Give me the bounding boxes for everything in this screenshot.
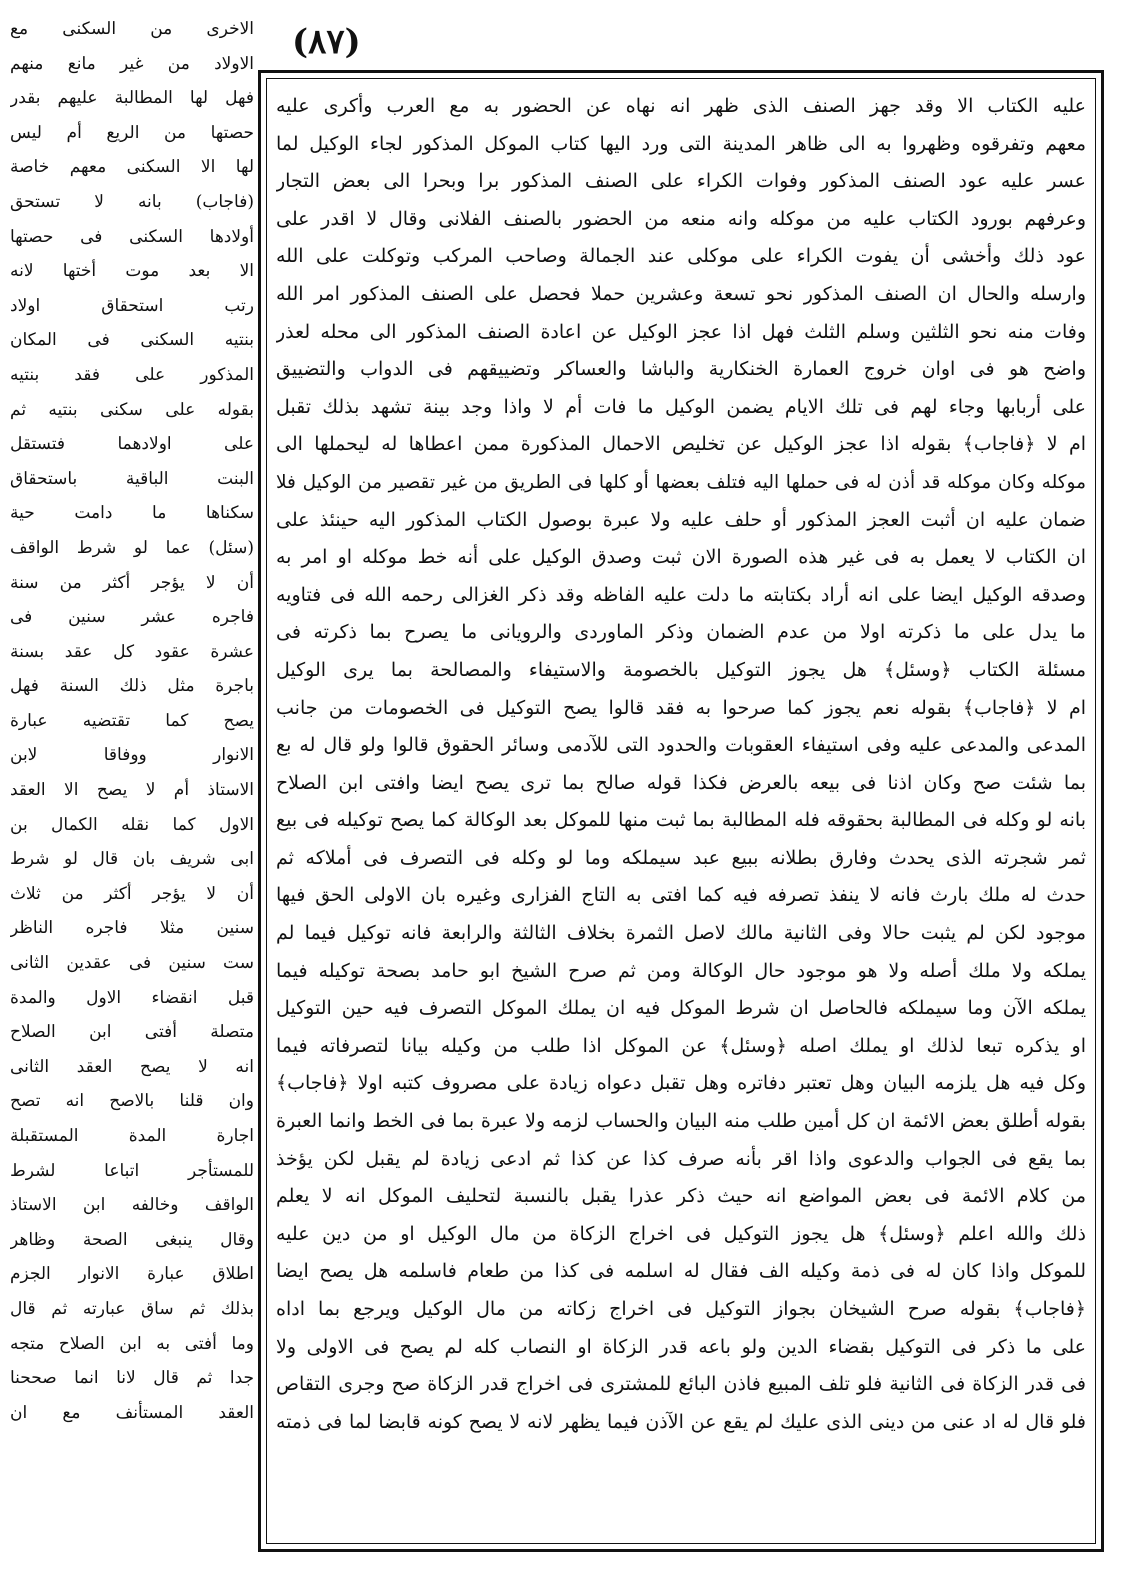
main-text-line: ان الكتاب لا يعمل به فى غير هذه الصورة الان ثبت وصدق الوكيل على أنه خط موكله او امر به (276, 546, 1086, 569)
main-text-line: واضح هو فى اوان خروج العمارة الخنكارية والباشا والعساكر وتضييقهم فى الدواب والتضييق (276, 358, 1086, 381)
main-text-line: فى قدر الزكاة فى الثانية فلو تلف المبيع فاذن البائع للمشترى فى اخراج قدر الزكاة صح وجرى التقاص (276, 1373, 1086, 1396)
margin-text-line: للمستأجر اتباعا لشرط (10, 1160, 254, 1181)
margin-text-line: الواقف وخالفه ابن الاستاذ (10, 1195, 254, 1216)
main-text-block (276, 88, 1086, 1538)
margin-text-line: البنت الباقية باستحقاق (10, 468, 254, 489)
main-text-line: فلو قال له اد عنى من دينى الذى عليك لم يقع عن الآذن فيما يظهر لانه لا يصح كونه قابضا لما فى ذمته (276, 1410, 1086, 1433)
main-text-line: يملكه الآن وما سيملكه فالحاصل ان شرط الموكل فيه ان يملك الموكل التصرف فيه حين التوكيل (276, 997, 1086, 1020)
main-text-line: ما يدل على ما ذكرته اولا من عدم الضمان وذكر الماوردى والرويانى ما يصرح بما ذكرته فى (276, 621, 1086, 644)
margin-text-line: الاستاذ أم لا يصح الا العقد (10, 780, 254, 801)
main-text-line: من كلام الائمة فى بعض المواضع انه حيث ذكر عذرا يقبل بالنسبة لتحليف الموكل انه لا يعلم (276, 1185, 1086, 1208)
main-text-line: عسر عليه عود الصنف المذكور وفوات الكراء على الصنف المذكور برا وبحرا الى بعض التجار (276, 170, 1086, 193)
margin-text-line: عشرة عقود كل عقد بسنة (10, 641, 254, 662)
margin-text-line: الانوار ووفاقا لابن (10, 745, 254, 766)
main-text-line: وصدقه الوكيل ايضا على انه أراد بكتابته ما دلت عليه الفاظه وقد ذكر الغزالى رحمه الله فى فتاويه (276, 583, 1086, 606)
margin-text-line: سنين مثلا فاجره الناظر (10, 918, 254, 939)
main-text-line: ثمر شجرته الذى يحدث وفارق بطلانه ببيع عبد سيملكه وما لو وكله فى التصرف فى أملاكه ثم (276, 846, 1086, 869)
main-text-line: بما يقع فى الجواب والدعوى واذا اقر بأنه صرف كذا عن كذا ثم ادعى زيادة لم يقبل لكن يؤخذ (276, 1147, 1086, 1170)
main-text-line: بانه لو وكله فى المطالبة بحقوقه فله المطالبة بما ثبت منها للموكل بعد الوكالة كما يصح توكيله فى بيع (276, 809, 1086, 832)
main-text-line: يملكه ولا ملك أصله ولا هو موجود حال الوكالة ومن ثم صرح الشيخ ابو حامد بصحة توكيله فيما (276, 959, 1086, 982)
main-text-line: للموكل واذا كان له فى ذمة وكيله الف فقال له اسلمه فى كذا من طعام فاسلمه هل يصح ايضا (276, 1260, 1086, 1283)
main-text-line: موكله وكان موكله قد أذن له فى حملها اليه فتلف بعضها أو كلها فى الطريق من غير تقصير من الوكيل فلا (276, 471, 1086, 493)
main-text-line: او يذكره تبعا لذلك او يملك اصله ﴿وسئل﴾ عن الموكل اذا طلب من وكيله بيانا لتصرفاته فيما (276, 1034, 1086, 1057)
main-text-line: ضمان عليه ان أثبت العجز المذكور أو حلف عليه ولا عبرة بوصول الكتاب المذكور اليه حينئذ على (276, 508, 1086, 531)
margin-text-line: أن لا يؤجر أكثر من سنة (10, 572, 254, 593)
margin-text-block (10, 12, 254, 1567)
main-text-line: على ما ذكر فى التوكيل بقضاء الدين ولو باعه قدر الزكاة او النصاب كله لم يصح فى الاولى ولا (276, 1335, 1086, 1358)
margin-text-line: اطلاق عبارة الانوار الجزم (10, 1264, 254, 1285)
main-text-line: بما شئت صح وكان اذنا فى بيعه بالعرض فكذا قوله صالح بما ترى يصح ايضا وافتى ابن الصلاح (276, 771, 1086, 794)
main-text-line: موجود لكن لم يثبت حالا وفى الثانية مالك لاصل الثمرة بخلاف الثالثة والرابعة فانه توكيل فيما لم (276, 922, 1086, 945)
margin-text-line: الاخرى من السكنى مع (10, 19, 254, 39)
margin-text-line: ست سنين فى عقدين الثانى (10, 953, 254, 974)
main-text-line: على أربابها وجاء لهم فى تلك الايام يضمن الوكيل ما فات أم لا واذا وجد بينة تشهد بذلك تقبل (276, 395, 1086, 418)
margin-text-line: لها الا السكنى معهم خاصة (10, 157, 254, 178)
main-text-line: المدعى والمدعى عليه وفى استيفاء العقوبات والحدود التى للآدمى وسائر الحقوق قالوا ولو قال له بع (276, 734, 1086, 757)
margin-text-line: متصلة أفتى ابن الصلاح (10, 1022, 254, 1043)
margin-text-line: الا بعد موت أختها لانه (10, 261, 254, 282)
margin-text-line: اجارة المدة المستقبلة (10, 1126, 254, 1146)
main-text-line: معهم وتفرقوه وظهروا به الى ظاهر المدينة التى ورد اليها كتاب الموكل المذكور لجاء الوكيل لما (276, 132, 1086, 155)
margin-text-line: ابى شريف بان قال لو شرط (10, 849, 254, 870)
margin-text-line: فهل لها المطالبة عليهم بقدر (10, 88, 254, 109)
margin-text-line: فاجره عشر سنين فى (10, 607, 254, 628)
margin-text-line: حصتها من الريع أم ليس (10, 122, 254, 143)
margin-text-line: رتب استحقاق اولاد (10, 295, 254, 316)
main-text-line: مسئلة الكتاب ﴿وسئل﴾ هل يجوز التوكيل بالخصومة والاستيفاء والمصالحة بما يرى الوكيل (276, 658, 1086, 681)
margin-text-line: يصح كما تقتضيه عبارة (10, 710, 254, 731)
main-text-line: بقوله أطلق بعض الائمة ان كل أمين طلب منه البيان والحساب لزمه ولا عبرة بما فى الخط وانما العبرة (276, 1110, 1086, 1133)
main-text-line: ﴿فاجاب﴾ بقوله صرح الشيخان بجواز التوكيل فى اخراج زكاته من مال الوكيل ويرجع بما اداه (276, 1298, 1086, 1320)
margin-text-line: بنتيه السكنى فى المكان (10, 330, 254, 351)
margin-text-line: وما أفتى به ابن الصلاح متجه (10, 1333, 254, 1354)
margin-text-line: بذلك ثم ساق عبارته ثم قال (10, 1298, 254, 1319)
main-text-line: وارسله والحال ان الصنف المذكور نحو تسعة وعشرين حملا فحصل على الصنف المذكور امر الله (276, 282, 1086, 305)
margin-text-line: (سئل) عما لو شرط الواقف (10, 537, 254, 558)
margin-text-line: جدا ثم قال لانا انما صححنا (10, 1368, 254, 1389)
margin-text-line: أولادها السكنى فى حصتها (10, 226, 254, 247)
margin-text-line: الاولاد من غير مانع منهم (10, 53, 254, 74)
main-text-line: ام لا ﴿فاجاب﴾ بقوله اذا عجز الوكيل عن تخليص الاحمال المذكورة ممن اعطاها له ليحملها الى (276, 433, 1086, 456)
page-number: (٨٧) (292, 22, 361, 62)
margin-text-line: المذكور على فقد بنتيه (10, 364, 254, 385)
main-text-line: وعرفهم بورود الكتاب عليه من موكله وانه منعه من الحضور بالصنف الفلانى وقال لا اقدر على (276, 207, 1086, 230)
margin-text-line: على اولادهما فتستقل (10, 434, 254, 455)
main-text-line: عليه الكتاب الا وقد جهز الصنف الذى ظهر انه نهاه عن الحضور به مع العرب وأكرى عليه (276, 95, 1086, 117)
margin-text-line: أن لا يؤجر أكثر من ثلاث (10, 883, 254, 904)
main-text-line: حدث له ملك بارث فانه لا ينفذ تصرفه فيه كما افتى به التاج الفزارى وغيره بان الاولى الحق فيها (276, 884, 1086, 907)
main-text-line: عود ذلك وأخشى أن يفوت الكراء على موكلى عند الجمالة وصاحب المركب وتوكلت على الله (276, 245, 1086, 268)
margin-text-line: باجرة مثل ذلك السنة فهل (10, 676, 254, 697)
margin-text-line: العقد المستأنف مع ان (10, 1402, 254, 1423)
margin-text-line: سكناها ما دامت حية (10, 503, 254, 524)
margin-text-line: انه لا يصح العقد الثانى (10, 1056, 254, 1077)
main-text-line: ذلك والله اعلم ﴿وسئل﴾ هل يجوز التوكيل فى اخراج الزكاة من مال الوكيل او من دين عليه (276, 1222, 1086, 1245)
margin-text-line: (فاجاب) بانه لا تستحق (10, 191, 254, 212)
main-text-line: وكل فيه هل يلزمه البيان وهل تعتبر دفاتره وهل تقبل دعواه زيادة على مصروف كتبه اولا ﴿فاجاب﴾ (276, 1072, 1086, 1095)
margin-text-line: وقال ينبغى الصحة وظاهر (10, 1229, 254, 1250)
main-text-line: وفات منه نحو الثلثين وسلم الثلث فهل اذا عجز الوكيل عن اعادة الصنف المذكور الى محله لعذر (276, 320, 1086, 343)
margin-text-line: بقوله على سكنى بنتيه ثم (10, 399, 254, 420)
margin-text-line: قبل انقضاء الاول والمدة (10, 987, 254, 1008)
margin-text-line: وان قلنا بالاصح انه تصح (10, 1091, 254, 1112)
margin-text-line: الاول كما نقله الكمال بن (10, 814, 254, 835)
main-text-line: ام لا ﴿فاجاب﴾ بقوله نعم يجوز كما صرحوا به فقد قالوا يصح التوكيل فى الخصومات من جانب (276, 696, 1086, 719)
